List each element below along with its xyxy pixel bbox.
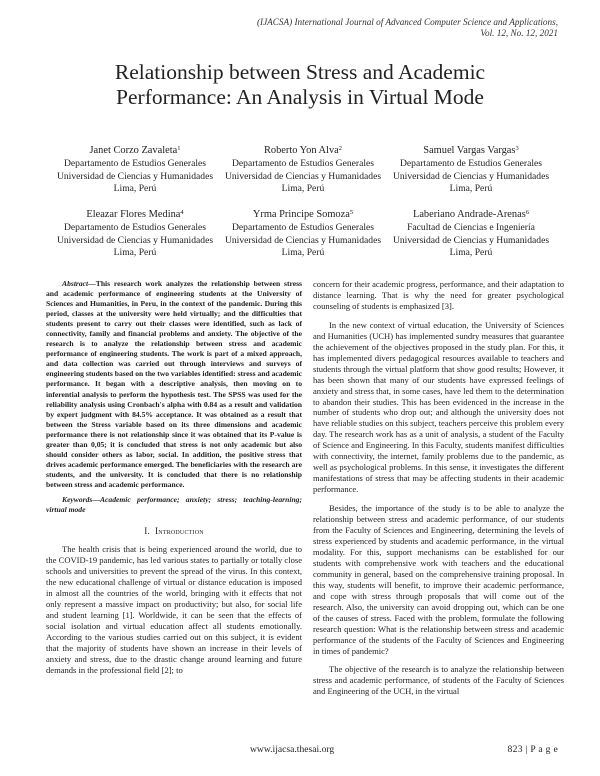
author-university: Universidad de Ciencias y Humanidades: [56, 170, 214, 182]
left-column: [46, 279, 302, 675]
author-department: Facultad de Ciencias e Ingeniería: [407, 222, 535, 234]
author-city: Lima, Perú: [449, 183, 493, 195]
section-title: Introduction: [154, 526, 204, 537]
section-number: I.: [144, 526, 150, 537]
author-block: [214, 145, 392, 196]
author-university: Universidad de Ciencias y Humanidades: [392, 234, 550, 246]
author-department: Departamento de Estudios Generales: [64, 158, 206, 170]
author-city: Lima, Perú: [113, 247, 157, 259]
author-affiliation-mark: 5: [349, 209, 354, 216]
journal-name: (IJACSA) International Journal of Advanced Computer Science and Applications,: [256, 17, 558, 27]
keywords: [46, 495, 302, 515]
keywords-label: Keywords: [62, 494, 93, 504]
author-university: Universidad de Ciencias y Humanidades: [56, 234, 214, 246]
author-department: Departamento de Estudios Generales: [400, 158, 542, 170]
paper-title: [40, 60, 560, 110]
paragraph: In the new context of virtual education, the University of Sciences and Humanities (UCH) has implemented sundry measures that guarantee the achievement of the objectives proposed in the study plan. For this, it has implemented divers pedagogical resources available to teachers and students through the virtual platform that show good results; However, it has been shown that many of our students have expressed feelings of anxiety and stress that, in some cases, have led them to the determination to abandon their studies. This has been evidenced in the increase in the number of students who drop out; and although the university does not have reliable studies on this subject, teachers perceive this problem every day. The research work has as a unit of analysis, a student of the Faculty of Science and Engineering. In this Faculty, students manifest difficulties with connectivity, the internet, family problems due to the pandemic, as well as psychological problems. In this sense, it investigates the different manifestations of stress that may be affecting students in their academic performance.: [313, 319, 564, 495]
author-affiliation-mark: 4: [180, 209, 184, 216]
page-number: 823 | P a g e: [507, 744, 558, 755]
author-department: Departamento de Estudios Generales: [232, 158, 374, 170]
right-column: [313, 279, 564, 697]
author-affiliation-mark: 3: [515, 145, 519, 152]
journal-header: [158, 17, 558, 39]
author-name: Laberiano Andrade-Arenas$^6$: [412, 209, 530, 220]
footer-url: www.ijacsa.thesai.org: [250, 744, 335, 755]
author-name: Janet Corzo Zavaleta$^1$: [89, 145, 181, 156]
author-block: [46, 145, 224, 196]
author-university: Universidad de Ciencias y Humanidades: [224, 234, 382, 246]
abstract: [46, 279, 302, 490]
paragraph: concern for their academic progress, performance, and their adaptation to distance learning. That is why the need for greater psychological counseling of students is emphasized [3].: [313, 279, 564, 311]
journal-volume: Vol. 12, No. 12, 2021: [480, 28, 558, 38]
author-block: [214, 209, 392, 260]
author-affiliation-mark: 6: [525, 209, 530, 216]
author-name: Yrma Principe Somoza$^5$: [252, 209, 354, 220]
author-name: Eleazar Flores Medina$^4$: [86, 209, 184, 220]
paragraph: Besides, the importance of the study is to be able to analyze the relationship between stress and academic performance, of our students from the Faculty of Sciences and Engineering, determining the levels of stress experienced by students and academic performance, in the virtual modality. For this, support mechanisms can be established for our students with comprehensive work with teachers and the educational community in general, based on the comprehensive training proposal. In this way, students will benefit, to improve their academic performance, and cope with stress through proposals that will come out of the research. Also, the university can avoid dropping out, which can be one of the causes of stress. Faced with the problem, formulate the following research question: What is the relationship between stress and academic performance of the students of the Faculty of Sciences and Engineering in times of pandemic?: [313, 503, 564, 656]
author-city: Lima, Perú: [281, 247, 325, 259]
author-affiliation-mark: 1: [177, 145, 181, 152]
abstract-text: —This research work analyzes the relationship between stress and academic performance of engineering students at the University of Sciences and Humanities, in Peru, in the context of the pandemic. During this period, classes at the university were held virtually; and the difficulties that students present to carry out their classes were identified, such as lack of connectivity, family and financial problems and anxiety. The objective of the research is to analyze the relationship between stress and academic performance of engineering students. The work is part of a mixed approach, and data collection was carried out through interviews and surveys of engineering students based on the two variables identified: stress and academic performance. It began with a descriptive analysis, then moving on to inferential analysis to perform the hypothesis test. The SPSS was used for the reliability analysis using Cronbach's alpha with 0.84 as a result and validation by expert judgment with 84.5% acceptance. It was obtained as a result that between the Stress variable based on its three dimensions and academic performance there is not relationship since it was obtained that its P-value is greater than 0,05; it is concluded that stress is not only academic but also should consider others as labor, social. In addition, the positive stress that drives academic performance emerged. The beneficiaries with the research are students, and the university. It is concluded that there is no relationship between stress and academic performance.: [46, 279, 302, 489]
author-department: Departamento de Estudios Generales: [232, 222, 374, 234]
author-city: Lima, Perú: [449, 247, 493, 259]
author-block: [382, 145, 560, 196]
section-heading-introduction: [46, 526, 302, 537]
title-line-2: Performance: An Analysis in Virtual Mode: [116, 85, 484, 109]
author-name: Roberto Yon Alva$^2$: [263, 145, 342, 156]
author-city: Lima, Perú: [281, 183, 325, 195]
title-line-1: Relationship between Stress and Academic: [114, 60, 486, 84]
author-affiliation-mark: 2: [338, 145, 342, 152]
author-block: [382, 209, 560, 260]
author-department: Departamento de Estudios Generales: [64, 222, 206, 234]
paragraph: The objective of the research is to analyze the relationship between stress and academic performance, of students of the Faculty of Sciences and Engineering of the UCH, in the virtual: [313, 664, 564, 697]
author-block: [46, 209, 224, 260]
author-name: Samuel Vargas Vargas$^3$: [423, 145, 519, 156]
paragraph: The health crisis that is being experienced around the world, due to the COVID-19 pandemic, has led various states to partially or totally close schools and universities to prevent the spread of the virus. In this context, the new educational challenge of virtual or distance education is imposed in almost all the countries of the world, bringing with it effects that not only represent a massive impact on productivity; but also, for social life and student learning [1]. Worldwide, it can be seen that the effects of social isolation and virtual education affect all students emotionally. According to the various studies carried out on this subject, it is evident that the majority of students have shown an increase in their levels of anxiety and stress, due to the drastic change around learning and future demands in the professional field [2]; to: [46, 544, 302, 675]
keywords-text: —Academic performance; anxiety; stress; teaching-learning; virtual mode: [46, 494, 302, 515]
author-university: Universidad de Ciencias y Humanidades: [392, 170, 550, 182]
author-city: Lima, Perú: [113, 183, 157, 195]
abstract-label: Abstract: [62, 279, 89, 288]
author-university: Universidad de Ciencias y Humanidades: [224, 170, 382, 182]
